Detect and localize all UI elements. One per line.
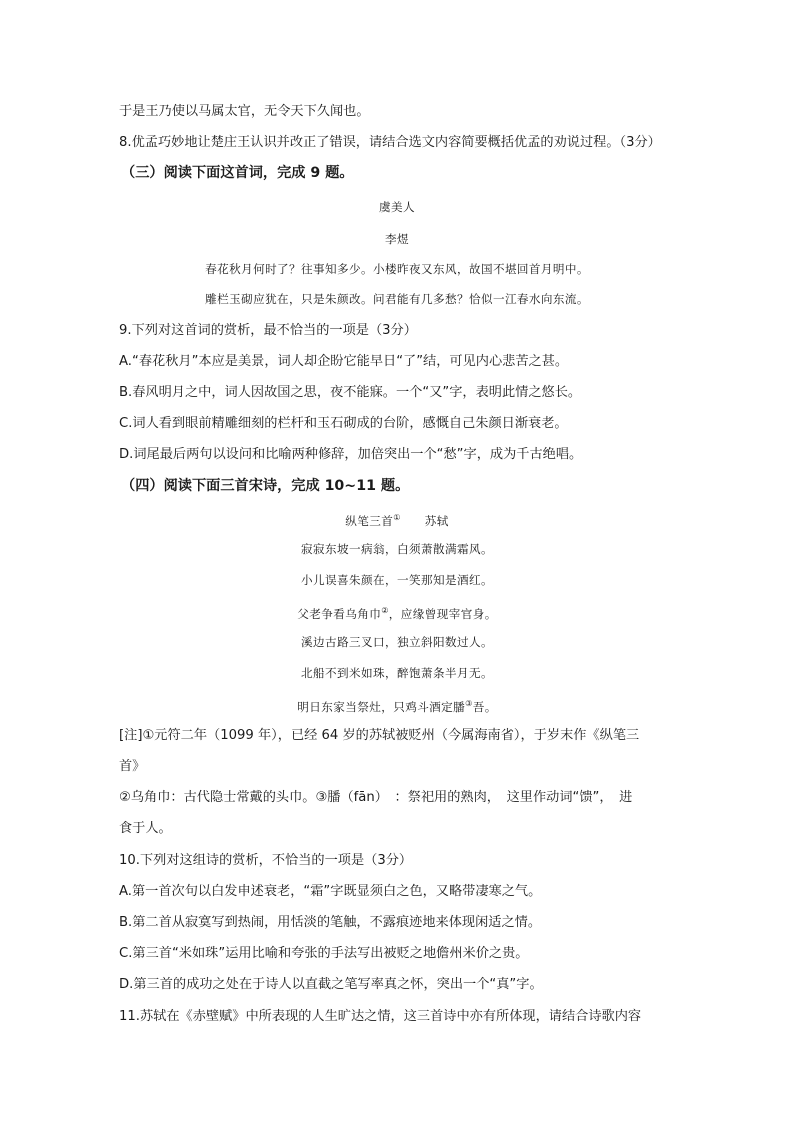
question-10-option-d: D.第三首的成功之处在于诗人以直截之笔写率真之怀，突出一个“真”字。	[119, 977, 543, 992]
ci-line-2: 雕栏玉砌应犹在，只是朱颜改。问君能有几多愁？恰似一江春水向东流。	[205, 292, 589, 306]
note-line-2: 首》	[119, 759, 146, 774]
shi-line-6b: 吾。	[472, 700, 497, 714]
section-4-heading: （四）阅读下面三首宋诗，完成 10~11 题。	[121, 478, 410, 494]
shi-line-3b: ，应缘曾现宰官身。	[388, 607, 497, 621]
shi-line-1: 寂寂东坡一病翁，白须萧散满霜风。	[301, 542, 493, 556]
question-10: 10.下列对这组诗的赏析，不恰当的一项是（3分）	[119, 853, 413, 868]
question-11: 11.苏轼在《赤壁赋》中所表现的人生旷达之情，这三首诗中亦有所体现，请结合诗歌内容	[119, 1009, 642, 1024]
shi-line-6a: 明日东家当祭灶，只鸡斗酒定膰	[297, 700, 466, 714]
shi-title-line	[0, 510, 794, 529]
note-marker-1: ①	[393, 513, 401, 522]
note-line-3: ②乌角巾：古代隐士常戴的头巾。③膰（fān） ：祭祀用的熟肉， 这里作动词“馈”， 进	[119, 790, 633, 805]
shi-line-6	[0, 696, 794, 715]
shi-line-5: 北船不到米如珠，醉饱萧条半月无。	[301, 666, 493, 680]
question-9-option-d: D.词尾最后两句以设问和比喻两种修辞，加倍突出一个“愁”字，成为千古绝唱。	[119, 447, 583, 462]
question-10-option-a: A.第一首次句以白发申述衰老，“霜”字既显须白之色，又略带凄寒之气。	[119, 884, 542, 899]
shi-line-3	[0, 603, 794, 622]
shi-line-4: 溪边古路三叉口，独立斜阳数过人。	[301, 635, 493, 649]
shi-line-2: 小儿误喜朱颜在，一笑那知是酒红。	[301, 573, 493, 587]
note-marker-2: ②	[381, 606, 389, 615]
shi-line-3a: 父老争看乌角巾	[297, 607, 382, 621]
question-8: 8.优孟巧妙地让楚庄王认识并改正了错误，请结合选文内容简要概括优孟的劝说过程。（3分）	[119, 135, 661, 150]
question-9-option-b: B.春风明月之中，词人因故国之思，夜不能寐。一个“又”字，表明此情之悠长。	[119, 385, 582, 400]
note-marker-3: ③	[465, 699, 473, 708]
question-9-option-a: A.“春花秋月”本应是美景，词人却企盼它能早日“了”结，可见内心悲苦之甚。	[119, 354, 569, 369]
shi-author: 苏轼	[424, 514, 449, 528]
section-3-heading: （三）阅读下面这首词，完成 9 题。	[121, 165, 354, 181]
passage-last-line: 于是王乃使以马属太官，无令天下久闻也。	[119, 104, 370, 119]
question-9-option-c: C.词人看到眼前精雕细刻的栏杆和玉石砌成的台阶，感慨自己朱颜日渐衰老。	[119, 416, 568, 431]
ci-title: 虞美人	[379, 200, 415, 214]
note-line-1: [注]①元符二年（1099 年），已经 64 岁的苏轼被贬州（今属海南省），于岁末作《纵笔三	[119, 728, 640, 743]
question-10-option-c: C.第三首“米如珠”运用比喻和夸张的手法写出被贬之地儋州米价之贵。	[119, 946, 529, 961]
question-9: 9.下列对这首词的赏析，最不恰当的一项是（3分）	[119, 323, 417, 338]
shi-title: 纵笔三首	[345, 514, 394, 528]
ci-line-1: 春花秋月何时了？往事知多少。小楼昨夜又东风，故国不堪回首月明中。	[205, 262, 589, 276]
ci-author: 李煜	[385, 232, 409, 246]
question-10-option-b: B.第二首从寂寞写到热闹，用恬淡的笔触，不露痕迹地来体现闲适之情。	[119, 915, 542, 930]
note-line-4: 食于人。	[119, 821, 172, 836]
